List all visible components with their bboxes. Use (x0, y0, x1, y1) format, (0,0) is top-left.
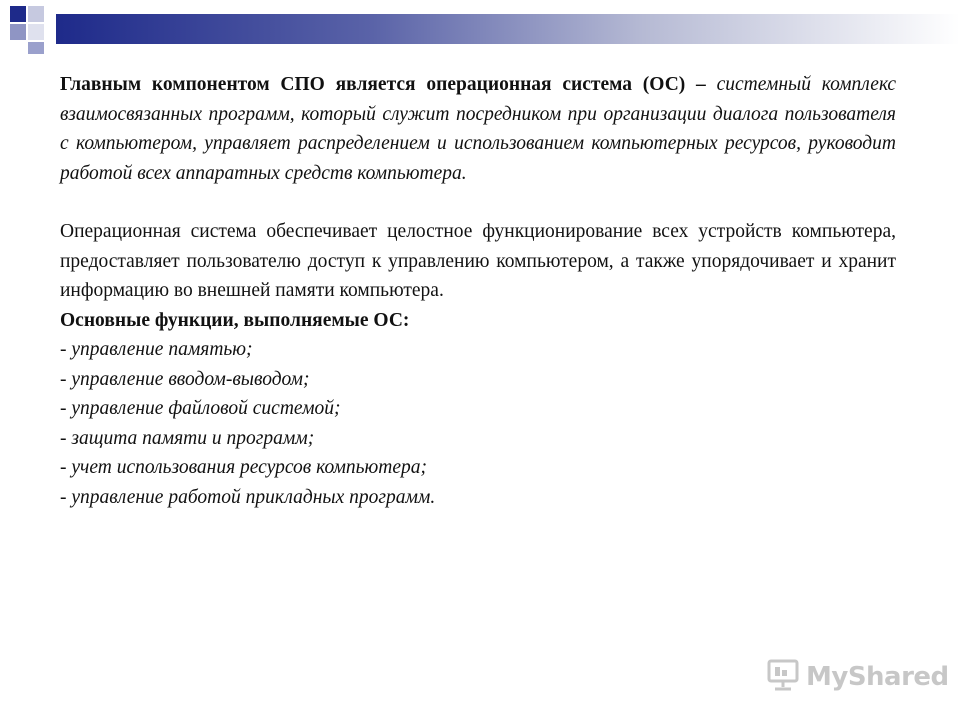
paragraph-description: Операционная система обеспечивает целостное функционирование всех устройств компьютера, предоставляет пользователю доступ к управлению компьютером, а также упорядочивает и хранит информацию во внешней памяти компьютера. (60, 221, 896, 301)
decor-square-navy (10, 6, 26, 22)
functions-heading: Основные функции, выполняемые ОС: (60, 309, 410, 331)
decor-square-small (28, 42, 44, 54)
decor-square-light (28, 6, 44, 22)
header-gradient-bar (56, 14, 960, 44)
decor-square-light-2 (28, 24, 44, 40)
definition-bold: Главным компонентом СПО является операционная система (ОС) – (60, 74, 706, 95)
definition-italic: системный комплекс взаимосвязанных программ, который служит посредником при организации диалога пользователя с компьютером, управляет распределением и использованием компьютерных ресурсов, руководит работой всех аппаратных средств компьютера. (60, 74, 896, 184)
list-item: - управление памятью; (60, 339, 253, 360)
functions-list (60, 335, 896, 512)
list-item: - защита памяти и программ; (60, 427, 315, 449)
projector-screen-icon (766, 658, 800, 697)
watermark (766, 657, 949, 697)
watermark-text: MyShared (806, 662, 949, 692)
decor-square-mid (10, 24, 26, 40)
list-item: - управление файловой системой; (60, 398, 341, 419)
slide-content (60, 70, 896, 512)
paragraph-definition (60, 70, 896, 188)
list-item: - управление работой прикладных программ. (60, 486, 436, 508)
list-item: - учет использования ресурсов компьютера; (60, 457, 428, 478)
list-item: - управление вводом-выводом; (60, 368, 310, 390)
